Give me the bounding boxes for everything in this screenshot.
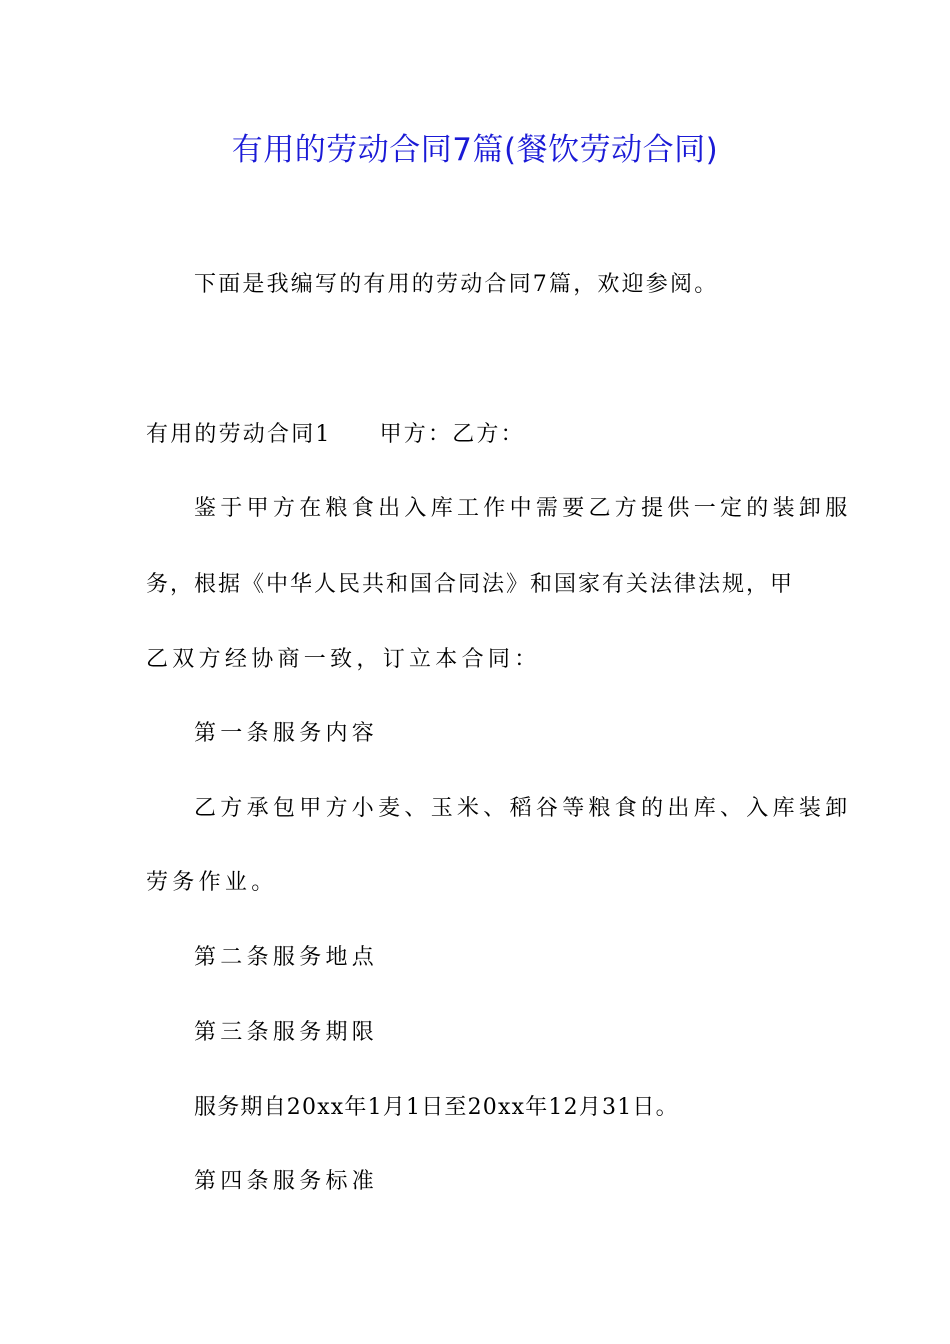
parties-label: 甲方：乙方：	[379, 422, 525, 447]
intro-paragraph: 下面是我编写的有用的劳动合同7篇，欢迎参阅。	[194, 272, 719, 297]
article-heading: 第三条服务期限	[194, 1020, 379, 1045]
document-title: 有用的劳动合同7篇(餐饮劳动合同)	[231, 132, 719, 168]
section-heading: 有用的劳动合同1	[146, 422, 332, 447]
paragraph-line: 鉴于甲方在粮食出入库工作中需要乙方提供一定的装卸服	[194, 496, 852, 521]
paragraph-line: 务，根据《中华人民共和国合同法》和国家有关法律法规，甲	[146, 572, 795, 597]
paragraph-line: 服务期自20xx年1月1日至20xx年12月31日。	[194, 1095, 679, 1120]
paragraph-line: 劳务作业。	[146, 870, 278, 895]
article-heading: 第二条服务地点	[194, 945, 379, 970]
article-heading: 第四条服务标准	[194, 1169, 379, 1194]
article-heading: 第一条服务内容	[194, 721, 379, 746]
paragraph-line: 乙方承包甲方小麦、玉米、稻谷等粮食的出库、入库装卸	[194, 796, 852, 821]
paragraph-line: 乙双方经协商一致，订立本合同：	[146, 647, 541, 672]
section-heading-line	[146, 420, 525, 450]
